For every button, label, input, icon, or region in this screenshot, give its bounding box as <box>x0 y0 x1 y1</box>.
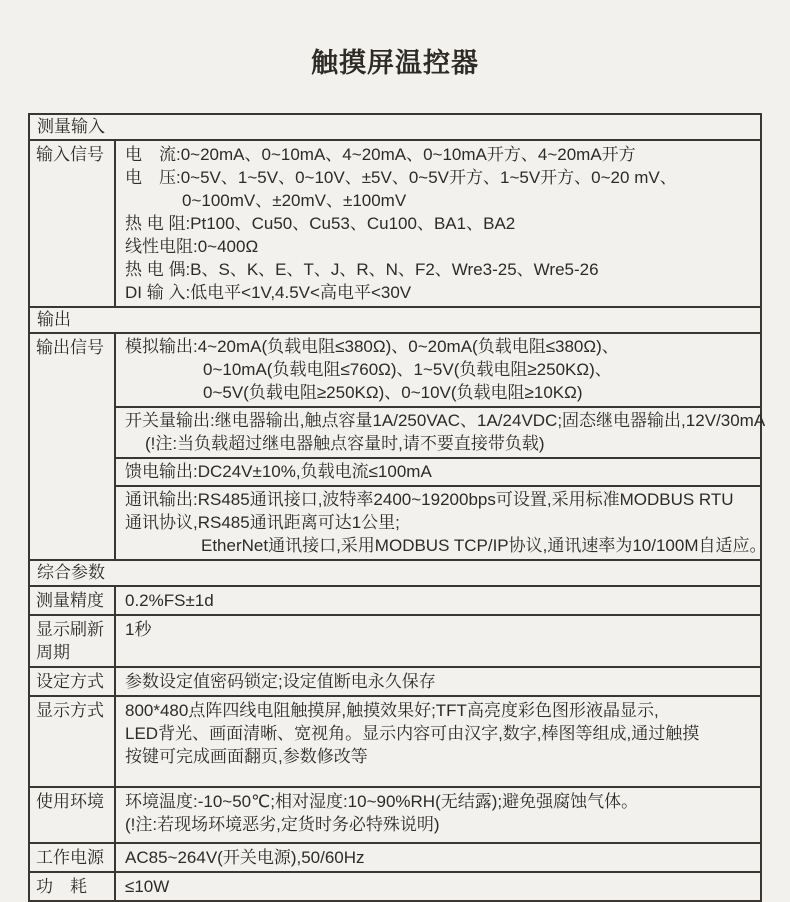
spec-line-switch-1: 开关量输出:继电器输出,触点容量1A/250VAC、1A/24VDC;固态继电器输出,12V/30mA <box>125 411 766 430</box>
row-label-power-consumption: 功 耗 <box>30 873 116 900</box>
spec-line-comm-3: EtherNet通讯接口,采用MODBUS TCP/IP协议,通讯速率为10/100M自适应。 <box>201 536 767 555</box>
section-header-general-parameters: 综合参数 <box>30 559 760 585</box>
row-label-input-signal: 输入信号 <box>30 141 116 306</box>
row-input-signal <box>30 139 760 306</box>
spec-line-voltage: 电 压:0~5V、1~5V、0~10V、±5V、0~5V开方、1~5V开方、0~20 mV、 <box>125 168 677 187</box>
spec-line-display-3: 按键可完成画面翻页,参数修改等 <box>125 747 368 766</box>
spec-line-rtd: 热 电 阻:Pt100、Cu50、Cu53、Cu100、BA1、BA2 <box>125 214 516 233</box>
spec-line-environment-1: 环境温度:-10~50℃;相对湿度:10~90%RH(无结露);避免强腐蚀气体。 <box>125 792 639 811</box>
spec-line-comm-1: 通讯输出:RS485通讯接口,波特率2400~19200bps可设置,采用标准MODBUS RTU <box>125 490 734 509</box>
spec-line-comm-2: 通讯协议,RS485通讯距离可达1公里; <box>125 513 400 532</box>
spec-line-switch-note: (!注:当负载超过继电器触点容量时,请不要直接带负载) <box>145 434 545 453</box>
spec-line-thermocouple: 热 电 偶:B、S、K、E、T、J、R、N、F2、Wre3-25、Wre5-26 <box>125 260 599 279</box>
spec-line-linear-resistance: 线性电阻:0~400Ω <box>125 237 259 256</box>
row-value-accuracy <box>116 587 760 614</box>
row-power-supply <box>30 842 760 871</box>
spec-line-voltage-cont: 0~100mV、±20mV、±100mV <box>182 191 407 210</box>
page <box>0 46 790 902</box>
row-value-input-signal <box>116 141 760 306</box>
row-setting-mode <box>30 666 760 695</box>
subrow-comm-output <box>116 485 767 559</box>
spec-line-refresh: 1秒 <box>125 620 152 639</box>
row-label-power-supply: 工作电源 <box>30 844 116 871</box>
spec-line-analog-3: 0~5V(负载电阻≥250KΩ)、0~10V(负载电阻≥10KΩ) <box>203 383 583 402</box>
row-label-setting-mode: 设定方式 <box>30 668 116 695</box>
page-title: 触摸屏温控器 <box>311 48 479 78</box>
row-label-accuracy: 测量精度 <box>30 587 116 614</box>
spec-line-di-input: DI 输 入:低电平<1V,4.5V<高电平<30V <box>125 283 412 302</box>
row-value-environment <box>116 788 760 842</box>
row-value-power-supply <box>116 844 760 871</box>
row-display-mode <box>30 695 760 786</box>
spec-line-feed: 馈电输出:DC24V±10%,负载电流≤100mA <box>125 462 432 481</box>
row-value-refresh-period <box>116 616 760 666</box>
spec-line-power: AC85~264V(开关电源),50/60Hz <box>125 848 365 867</box>
subrow-feed-output <box>116 457 760 485</box>
row-environment <box>30 786 760 842</box>
row-value-power-consumption <box>116 873 760 900</box>
row-label-refresh-line2: 周期 <box>36 643 70 662</box>
subrow-analog-output <box>116 334 760 406</box>
row-value-display-mode <box>116 697 760 786</box>
row-accuracy <box>30 585 760 614</box>
section-header-measurement-input: 测量输入 <box>37 117 105 136</box>
spec-line-setting: 参数设定值密码锁定;设定值断电永久保存 <box>125 672 436 691</box>
row-label-display-mode: 显示方式 <box>30 697 116 786</box>
subrow-switch-output <box>116 406 766 457</box>
spec-line-analog-2: 0~10mA(负载电阻≤760Ω)、1~5V(负载电阻≥250KΩ)、 <box>203 360 612 379</box>
spec-line-display-2: LED背光、画面清晰、宽视角。显示内容可由汉字,数字,棒图等组成,通过触摸 <box>125 724 700 743</box>
row-power-consumption <box>30 871 760 900</box>
spec-line-environment-note: (!注:若现场环境恶劣,定货时务必特殊说明) <box>125 815 440 834</box>
spec-table <box>28 113 767 902</box>
row-label-refresh-line1: 显示刷新 <box>36 620 104 639</box>
spec-line-accuracy: 0.2%FS±1d <box>125 591 214 610</box>
row-output-signal <box>30 332 767 559</box>
row-value-setting-mode <box>116 668 760 695</box>
spec-line-analog-1: 模拟输出:4~20mA(负载电阻≤380Ω)、0~20mA(负载电阻≤380Ω)、 <box>125 337 619 356</box>
spec-line-display-1: 800*480点阵四线电阻触摸屏,触摸效果好;TFT高亮度彩色图形液晶显示, <box>125 701 659 720</box>
row-label-environment: 使用环境 <box>30 788 116 842</box>
section-header-output: 输出 <box>30 306 760 332</box>
row-label-output-signal: 输出信号 <box>30 334 116 559</box>
row-refresh-period <box>30 614 760 666</box>
row-label-refresh-period <box>30 616 116 666</box>
row-value-output-signal <box>116 334 767 559</box>
spec-line-current: 电 流:0~20mA、0~10mA、4~20mA、0~10mA开方、4~20mA开方 <box>125 145 636 164</box>
spec-line-consumption: ≤10W <box>125 877 170 896</box>
